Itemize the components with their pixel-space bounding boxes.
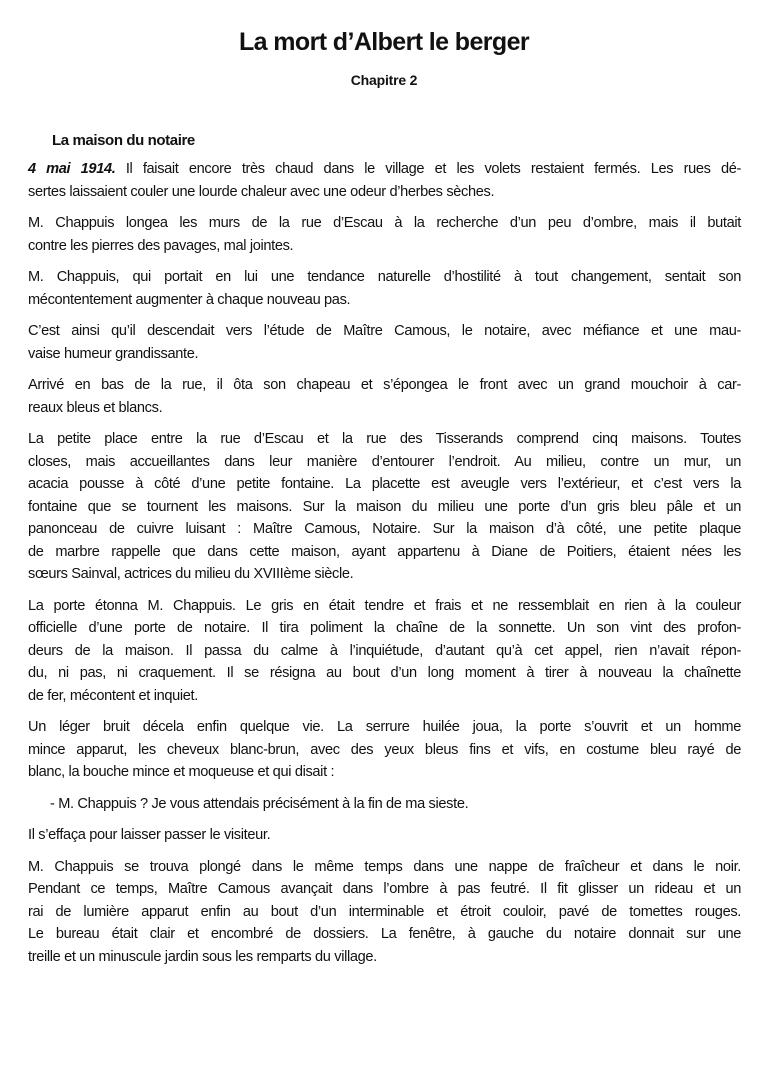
text-line: sœurs Sainval, actrices du milieu du XVIIIème siècle.: [28, 566, 354, 582]
document-title: La mort d’Albert le berger: [238, 28, 529, 56]
paragraph: [28, 428, 741, 586]
paragraph: [28, 158, 741, 203]
text-line: Le bureau était clair et encombré de dossiers. La fenêtre, à gauche du notaire donnait sur une: [28, 926, 741, 942]
text-line: rai de lumière apparut enfin au bout d’un interminable et étroit couloir, pavé de tomettes rouges.: [28, 903, 741, 920]
text-line: sertes laissaient couler une lourde chaleur avec une odeur d’herbes sèches.: [28, 183, 495, 200]
text-line: treille et un minuscule jardin sous les remparts du village.: [28, 948, 377, 965]
text-line: closes, mais accueillantes dans leur manière d’entourer l’endroit. Au milieu, contre un mur, un: [28, 453, 741, 470]
text-line: Arrivé en bas de la rue, il ôta son chapeau et s’épongea le front avec un grand mouchoir à car-: [28, 377, 741, 393]
text-line: contre les pierres des pavages, mal jointes.: [28, 237, 294, 254]
text-line: de marbre rappelle que dans cette maison, ayant appartenu à Diane de Poitiers, étaient nées les: [28, 543, 741, 560]
text-line: deurs de la maison. Il passa du calme à l’inquiétude, d’autant qu’à cet appel, rien n’avait répon-: [28, 642, 741, 659]
text-line: reaux bleus et blancs.: [28, 399, 163, 416]
paragraph: [28, 595, 741, 708]
document-body: [28, 158, 741, 977]
paragraph: [28, 716, 741, 784]
paragraph: [28, 212, 741, 257]
text-line: M. Chappuis longea les murs de la rue d’Escau à la recherche d’un peu d’ombre, mais il butait: [28, 215, 741, 231]
text-line: mince apparut, les cheveux blanc-brun, avec des yeux bleus fins et vifs, en costume bleu rayé de: [28, 741, 741, 758]
text-line: M. Chappuis se trouva plongé dans le même temps dans une nappe de fraîcheur et dans le noir.: [28, 858, 741, 875]
paragraph: [28, 320, 741, 365]
paragraph: [28, 824, 741, 847]
date-label: 4 mai 1914.: [28, 161, 116, 177]
text-line: C’est ainsi qu’il descendait vers l’étude de Maître Camous, le notaire, avec méfiance et une mau-: [28, 323, 741, 339]
paragraph: [28, 856, 741, 969]
text-line: Un léger bruit décela enfin quelque vie. La serrure huilée joua, la porte s’ouvrit et un homme: [28, 719, 741, 735]
text-line: La petite place entre la rue d’Escau et la rue des Tisserands comprend cinq maisons. Toutes: [28, 431, 741, 447]
chapter-heading: Chapitre 2: [350, 72, 418, 88]
text-line: de fer, mécontent et inquiet.: [28, 687, 198, 704]
text-line: blanc, la bouche mince et moqueuse et qui disait :: [28, 764, 335, 780]
text-line: panonceau de cuivre luisant : Maître Camous, Notaire. Sur la maison d’à côté, une petite plaque: [28, 521, 741, 537]
text-line: officielle d’une porte de notaire. Il tira poliment la chaîne de la sonnette. Un son vint des profon-: [28, 620, 741, 636]
text-line: du, ni pas, ni craquement. Il se résigna au bout d’un long moment à tirer à nouveau la chaînette: [28, 665, 741, 681]
dialogue-line: - M. Chappuis ? Je vous attendais précisément à la fin de ma sieste.: [50, 795, 469, 812]
paragraph: [28, 266, 741, 311]
text-line: vaise humeur grandissante.: [28, 345, 199, 362]
paragraph: [28, 374, 741, 419]
text-line: acacia pousse à côté d’une petite fontaine. La placette est aveugle vers l’extérieur, et c’est vers la: [28, 476, 741, 492]
text-line: M. Chappuis, qui portait en lui une tendance naturelle d’hostilité à tout changement, sentait son: [28, 269, 741, 285]
text-line: mécontentement augmenter à chaque nouveau pas.: [28, 291, 351, 308]
text-line: 4 mai 1914. Il faisait encore très chaud dans le village et les volets restaient fermés. Les rues dé-: [28, 161, 741, 177]
text-line: fontaine que se tournent les maisons. Sur la maison du milieu une porte d’un gris bleu pâle et un: [28, 498, 741, 515]
text-line: Pendant ce temps, Maître Camous avançait dans l’ombre à pas feutré. Il fit glisser un rideau et un: [28, 881, 741, 897]
section-heading: La maison du notaire: [52, 132, 195, 149]
text-line: Il s’effaça pour laisser passer le visiteur.: [28, 827, 271, 843]
text-line: La porte étonna M. Chappuis. Le gris en était tendre et frais et ne ressemblait en rien à la couleur: [28, 597, 741, 614]
